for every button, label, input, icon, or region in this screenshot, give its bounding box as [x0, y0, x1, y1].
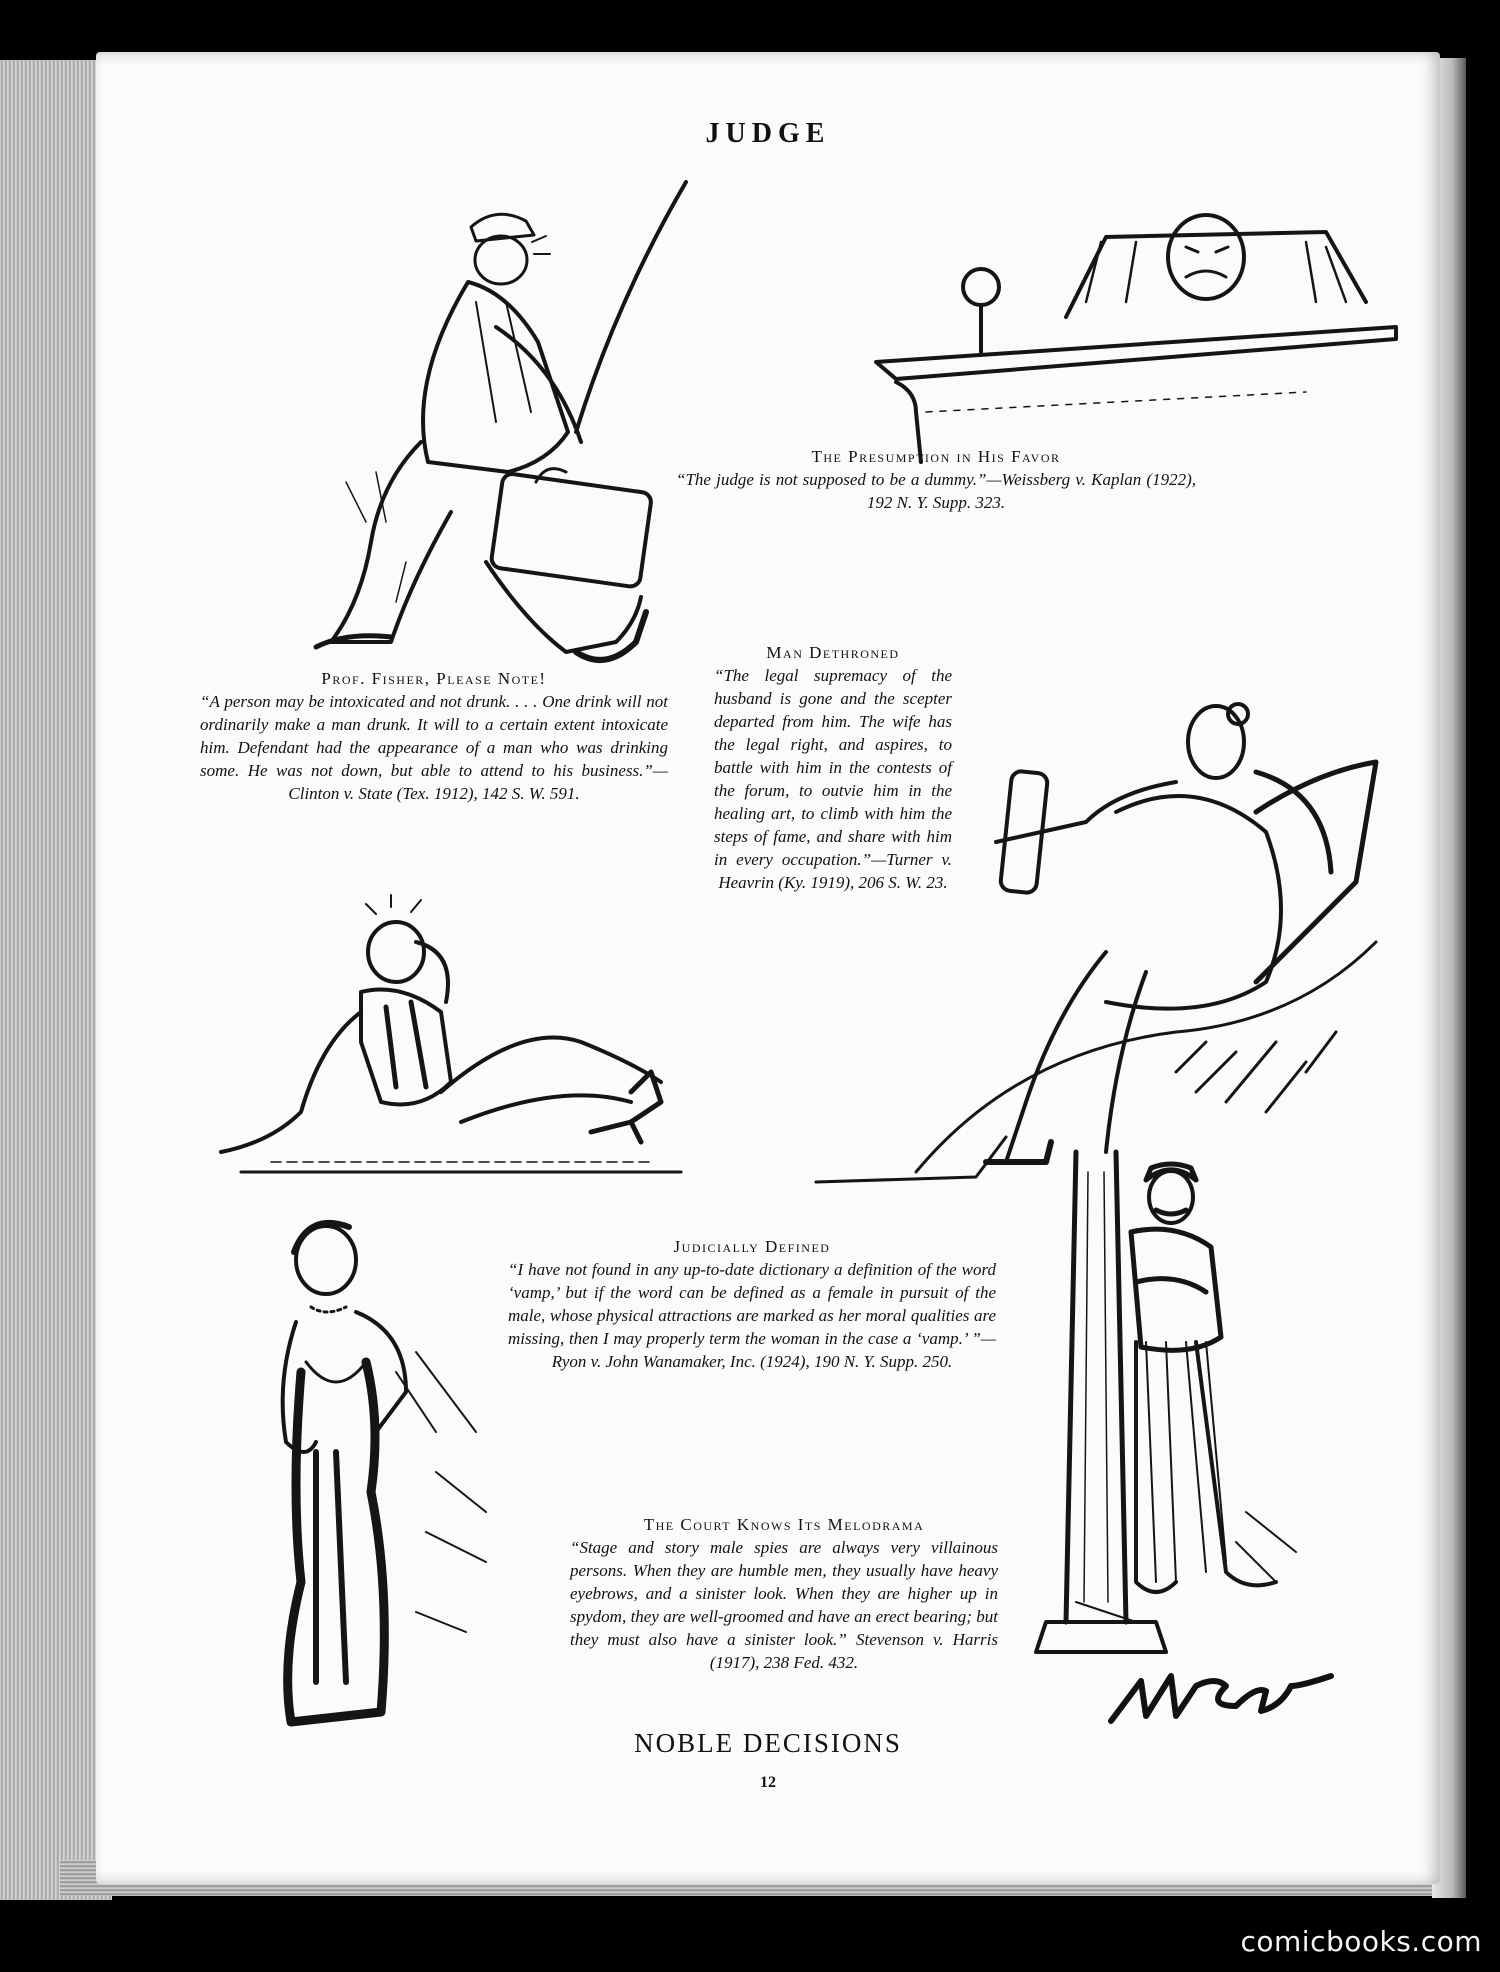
caption-body: “I have not found in any up-to-date dictionary a definition of the word ‘vamp,’ but if the word can be defined as a female in pursuit of the male, whose physical attractions are marked as her moral qualities are missing, then I may properly term the woman in the case a ‘vamp.’ ”—Ryon v. John Wanamaker, Inc. (1924), 190 N. Y. Supp. 250.	[508, 1260, 996, 1371]
illustration-vamp	[186, 1212, 516, 1732]
feature-title: NOBLE DECISIONS	[634, 1728, 902, 1758]
caption-fisher	[200, 668, 668, 805]
artist-signature	[1101, 1666, 1351, 1736]
caption-title: Prof. Fisher, Please Note!	[321, 669, 547, 688]
caption-title: The Court Knows Its Melodrama	[643, 1515, 925, 1534]
caption-judicially	[508, 1236, 996, 1373]
illustration-fallen-man	[211, 892, 711, 1182]
caption-body: “A person may be intoxicated and not drunk. . . . One drink will not ordinarily make a man drunk. It will to a certain extent intoxicate him. Defendant had the appearance of a man who was drinking some. He was not down, but able to attend to his business.”—Clinton v. State (Tex. 1912), 142 S. W. 591.	[200, 692, 668, 803]
watermark: comicbooks.com	[1240, 1925, 1482, 1958]
magazine-page	[96, 52, 1440, 1884]
masthead: JUDGE	[705, 118, 831, 149]
caption-body: “Stage and story male spies are always very villainous persons. When they are humble men, they usually have heavy eyebrows, and a sinister look. When they are higher up in spydom, they are well-groomed and have an erect bearing; but they must also have a sinister look.” Stevenson v. Harris (1917), 238 Fed. 432.	[570, 1538, 998, 1672]
illustration-judge-bench	[856, 192, 1416, 462]
page-number: 12	[760, 1774, 776, 1791]
caption-title: Judicially Defined	[673, 1237, 831, 1256]
caption-presumption	[676, 446, 1196, 514]
caption-melodrama	[570, 1514, 998, 1674]
illustration-walking-man	[246, 182, 726, 682]
illustration-seated-woman	[816, 692, 1416, 1192]
caption-body: “The judge is not supposed to be a dummy.”—Weissberg v. Kaplan (1922), 192 N. Y. Supp. 323.	[676, 470, 1196, 512]
illustration-spy-at-column	[1016, 1132, 1336, 1662]
caption-body: “The legal supremacy of the husband is gone and the scepter departed from him. The wife has the legal right, and aspires, to battle with him in the contests of the forum, to outvie him in the healing art, to climb with him the steps of fame, and share with him in every occupation.”—Turner v. Heavrin (Ky. 1919), 206 S. W. 23.	[714, 666, 952, 892]
caption-title: The Presumption in His Favor	[811, 447, 1061, 466]
caption-title: Man Dethroned	[766, 643, 900, 662]
